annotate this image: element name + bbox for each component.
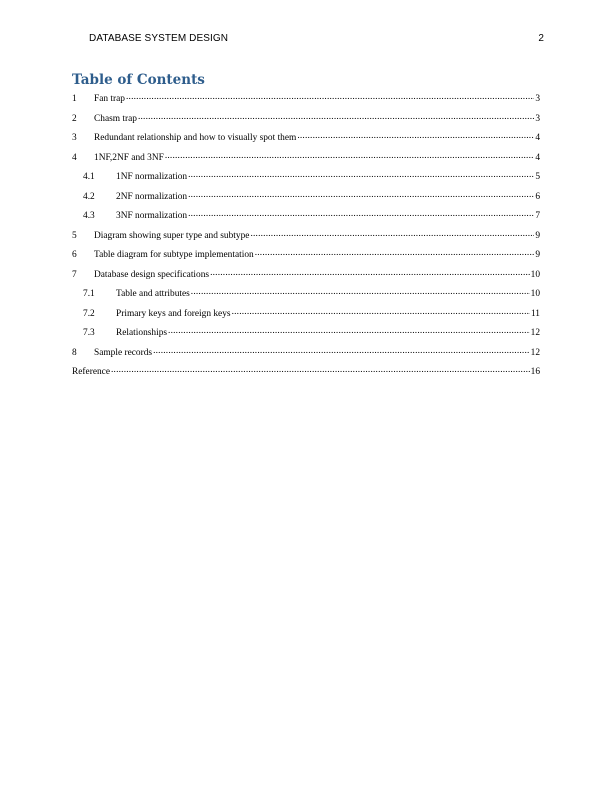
toc-entry-label: 3NF normalization [116, 211, 188, 221]
toc-entry-label: 2NF normalization [116, 191, 188, 202]
toc-list [72, 91, 540, 384]
toc-entry-number: 4.3 [83, 211, 95, 221]
toc-entry-number: 5 [72, 230, 77, 241]
toc-entry[interactable] [72, 306, 540, 326]
table-of-contents [72, 71, 540, 384]
toc-entry[interactable] [72, 286, 540, 306]
dot-leader [232, 306, 530, 316]
toc-entry-number: 4.1 [83, 172, 95, 182]
toc-entry-label: Primary keys and foreign keys [116, 308, 231, 319]
dot-leader [191, 286, 530, 296]
toc-entry-page: 11 [530, 308, 540, 319]
toc-entry-page: 4 [535, 152, 540, 163]
toc-entry-number: 3 [72, 133, 77, 143]
toc-entry-page: 4 [535, 133, 540, 143]
toc-entry-number: 8 [72, 347, 77, 358]
dot-leader [188, 208, 534, 218]
toc-entry[interactable] [72, 208, 540, 228]
toc-entry[interactable] [72, 228, 540, 248]
toc-entry[interactable] [72, 111, 540, 131]
toc-entry-page: 10 [530, 289, 540, 299]
toc-entry-page: 12 [530, 328, 540, 338]
toc-entry-label: Relationships [116, 328, 168, 338]
toc-entry-page: 16 [530, 367, 540, 377]
page-header [89, 31, 544, 45]
toc-entry-number: 7 [72, 269, 77, 280]
toc-title: Table of Contents [72, 72, 205, 88]
dot-leader [168, 325, 530, 335]
toc-entry-page: 10 [530, 269, 540, 280]
toc-entry-label: 1NF normalization [116, 172, 188, 182]
toc-entry[interactable] [72, 364, 540, 384]
toc-entry-page: 5 [535, 172, 540, 182]
toc-entry-number: 4 [72, 152, 77, 163]
toc-entry-number: 7.3 [83, 328, 95, 338]
page-number: 2 [538, 32, 544, 44]
toc-entry[interactable] [72, 130, 540, 150]
dot-leader [138, 111, 534, 121]
toc-entry-number: 1 [72, 94, 77, 104]
toc-entry-label: Table diagram for subtype implementation [94, 250, 254, 260]
toc-entry-label: Reference [72, 367, 110, 377]
toc-entry-page: 6 [535, 191, 540, 202]
toc-entry-page: 12 [530, 347, 540, 358]
dot-leader [165, 150, 534, 160]
dot-leader [188, 189, 534, 199]
toc-entry-page: 3 [535, 94, 540, 104]
toc-entry-label: Chasm trap [94, 113, 137, 124]
dot-leader [188, 169, 534, 179]
toc-entry-label: Fan trap [94, 94, 125, 104]
dot-leader [297, 130, 534, 140]
toc-entry-page: 3 [535, 113, 540, 124]
toc-entry-page: 9 [535, 230, 540, 241]
toc-entry-number: 6 [72, 250, 77, 260]
toc-entry-label: Database design specifications [94, 269, 210, 280]
toc-entry-label: 1NF,2NF and 3NF [94, 152, 164, 163]
toc-entry[interactable] [72, 247, 540, 267]
toc-entry-label: Sample records [94, 347, 153, 358]
dot-leader [111, 364, 530, 374]
toc-entry-label: Redundant relationship and how to visually spot them [94, 133, 297, 143]
dot-leader [250, 228, 534, 238]
toc-entry-number: 2 [72, 113, 77, 124]
toc-entry-label: Table and attributes [116, 289, 190, 299]
toc-entry-number: 7.2 [83, 308, 95, 319]
toc-entry[interactable] [72, 345, 540, 365]
toc-entry[interactable] [72, 267, 540, 287]
dot-leader [126, 91, 534, 101]
running-title: DATABASE SYSTEM DESIGN [89, 32, 229, 44]
toc-entry-number: 4.2 [83, 191, 95, 202]
toc-entry[interactable] [72, 150, 540, 170]
toc-entry[interactable] [72, 169, 540, 189]
dot-leader [153, 345, 530, 355]
toc-entry-label: Diagram showing super type and subtype [94, 230, 250, 241]
toc-entry-page: 9 [535, 250, 540, 260]
toc-entry[interactable] [72, 189, 540, 209]
toc-entry-number: 7.1 [83, 289, 95, 299]
dot-leader [210, 267, 530, 277]
toc-entry[interactable] [72, 91, 540, 111]
toc-entry-page: 7 [535, 211, 540, 221]
dot-leader [255, 247, 535, 257]
toc-entry[interactable] [72, 325, 540, 345]
